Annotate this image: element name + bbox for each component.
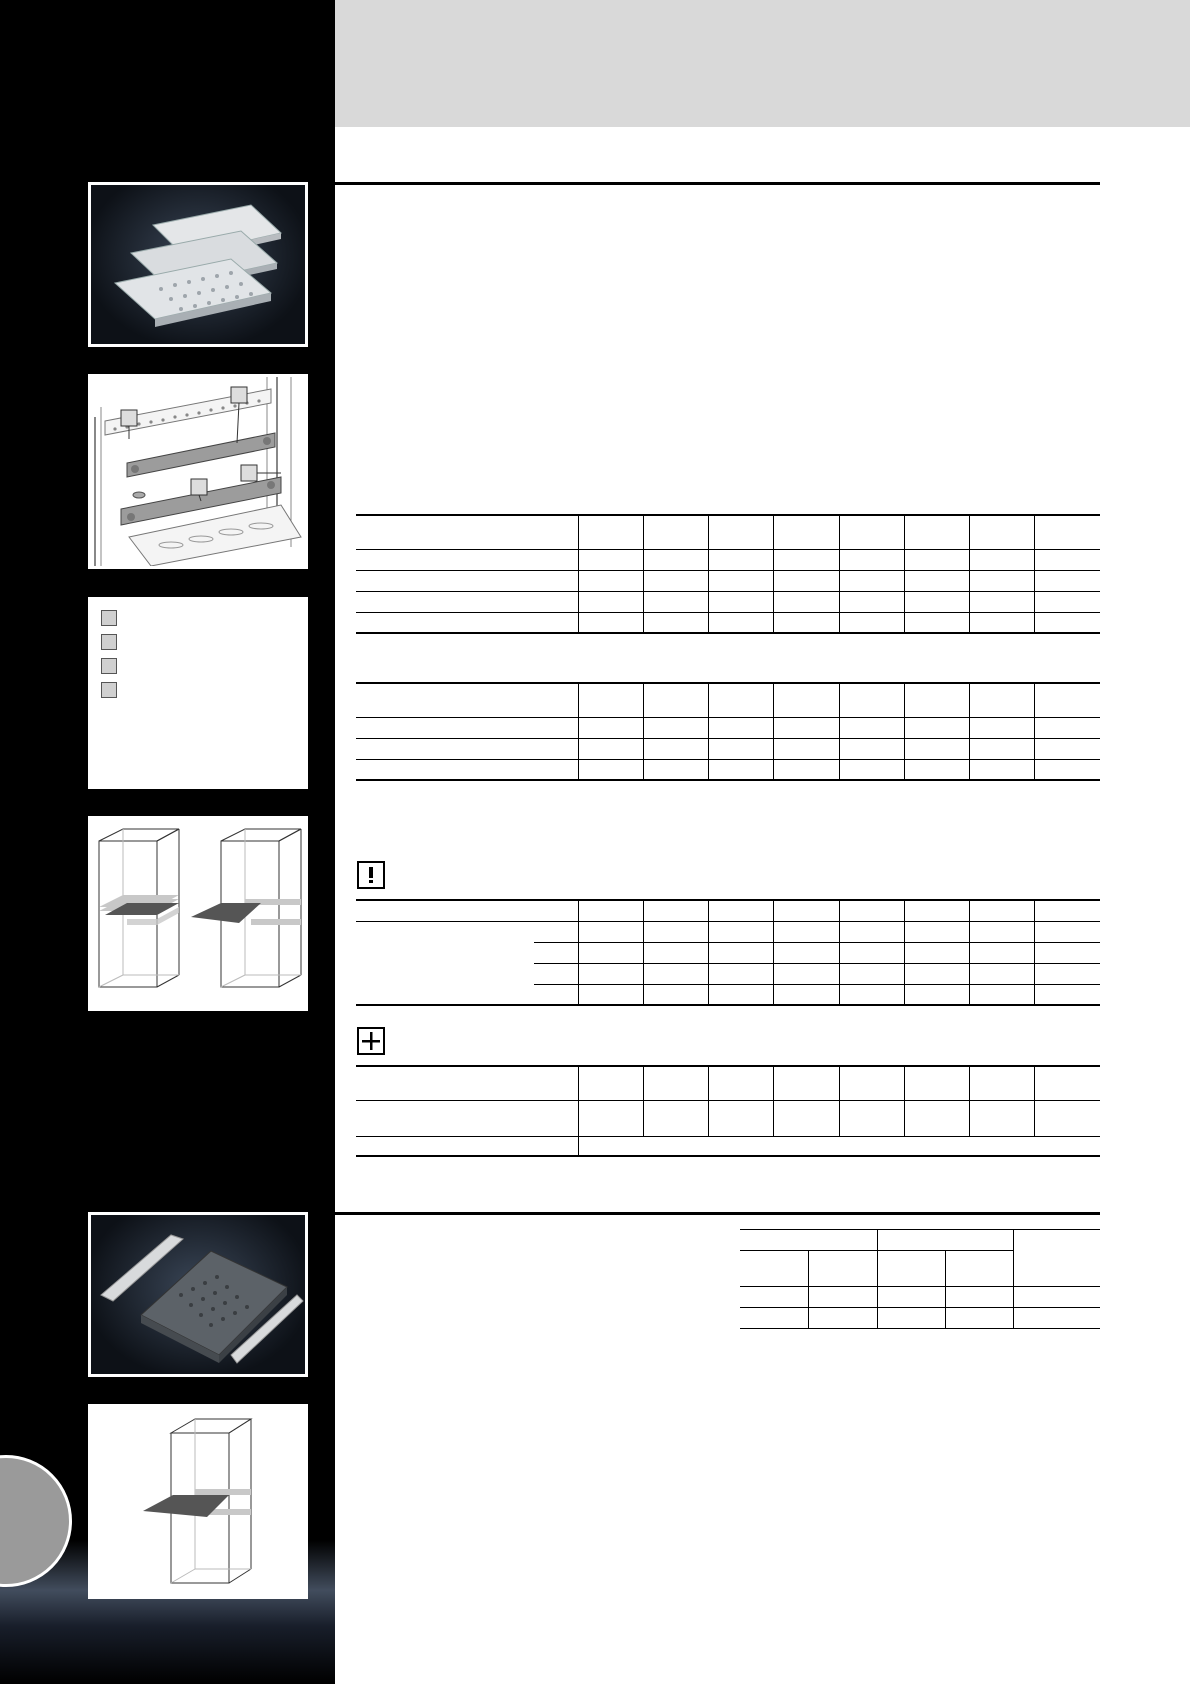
- accessory-table: [356, 1065, 1100, 1157]
- table-cell: [970, 515, 1035, 549]
- exclamation-icon: [357, 861, 385, 889]
- table-cell: [709, 515, 774, 549]
- small-spec-table: [740, 1229, 1100, 1329]
- table-header-row: [356, 900, 1100, 921]
- table-row: [356, 942, 1100, 963]
- rail-assembly-drawing: [88, 374, 308, 569]
- plus-icon: [357, 1027, 385, 1055]
- enclosure-shelf-placement-diagrams: [88, 816, 308, 1011]
- table-row: [356, 1100, 1100, 1136]
- table-header-row: [740, 1230, 1100, 1251]
- stacked-perforated-plates-icon: [91, 185, 305, 344]
- note-table: [356, 899, 1100, 1006]
- table-row: [356, 549, 1100, 570]
- legend-item: [101, 634, 301, 650]
- exclamation-glyph-icon: [359, 863, 383, 887]
- sliding-shelf-photo: [88, 1212, 308, 1377]
- table-row: [356, 738, 1100, 759]
- table-cell: [774, 515, 839, 549]
- table-header-row: [356, 683, 1100, 717]
- table-row: [356, 1136, 1100, 1156]
- legend-number-square-icon: [101, 634, 117, 650]
- telescopic-shelf-icon: [91, 1215, 305, 1374]
- section-rule: [335, 182, 1100, 185]
- mounting-rails-diagram-icon: [91, 377, 305, 566]
- table-row: [356, 963, 1100, 984]
- table-cell: [578, 515, 643, 549]
- spec-table: [356, 682, 1100, 781]
- plus-glyph-icon: [359, 1029, 383, 1053]
- table-row: [356, 717, 1100, 738]
- table-header-row: [356, 1066, 1100, 1100]
- wireframe-enclosures-icon: [91, 819, 305, 1008]
- legend-number-square-icon: [101, 682, 117, 698]
- table-row: [356, 984, 1100, 1005]
- table-row: [740, 1308, 1100, 1329]
- table-row: [356, 612, 1100, 633]
- table-row: [356, 591, 1100, 612]
- table-row: [356, 921, 1100, 942]
- legend-item: [101, 610, 301, 626]
- legend-item: [101, 658, 301, 674]
- wireframe-enclosure-icon: [91, 1407, 305, 1596]
- table-cell: [643, 515, 708, 549]
- header-band: [335, 0, 1190, 127]
- table-cell: [904, 515, 969, 549]
- legend-box: [88, 597, 308, 789]
- table-row: [356, 570, 1100, 591]
- table-header-row: [356, 515, 1100, 549]
- section-rule: [335, 1212, 1100, 1215]
- legend-number-square-icon: [101, 658, 117, 674]
- perforated-shelf-photo: [88, 182, 308, 347]
- table-cell: [839, 515, 904, 549]
- table-cell: [356, 515, 578, 549]
- sidebar: [0, 0, 335, 1684]
- spec-table: [356, 514, 1100, 634]
- table-row: [356, 759, 1100, 780]
- table-row: [740, 1287, 1100, 1308]
- enclosure-shelf-diagram: [88, 1404, 308, 1599]
- table-cell: [1035, 515, 1100, 549]
- legend-item: [101, 682, 301, 698]
- legend-number-square-icon: [101, 610, 117, 626]
